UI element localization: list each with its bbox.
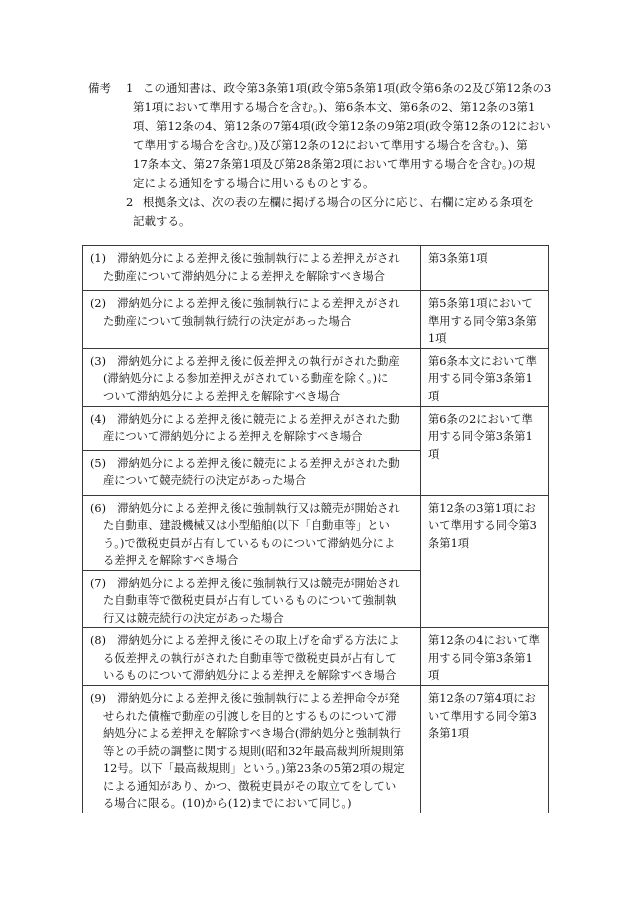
remarks-label: 備考: [88, 81, 111, 95]
remark-item-2: [126, 193, 550, 231]
article-cell: [421, 628, 549, 686]
case-cell: [83, 246, 421, 291]
remark-text: [133, 79, 550, 193]
remark-number: 2: [126, 195, 134, 209]
case-line: た自動車、建設機械又は小型船舶(以下「自動車等」とい: [103, 519, 390, 532]
article-line: 用する同令第3条第1: [428, 651, 533, 665]
case-line: (2) 滞納処分による差押え後に強制執行による差押えがされ: [90, 297, 400, 310]
article-line: 用する同令第3条第1: [428, 430, 533, 443]
article-line: 項: [428, 389, 440, 403]
article-cell: [421, 246, 549, 291]
case-cell: [83, 450, 421, 495]
case-line: 等との手続の調整に関する規則(昭和32年最高裁判所規則第: [103, 744, 405, 758]
provision-table: [82, 245, 549, 813]
case-line: た自動車等で徴税吏員が占有しているものについて強制執: [103, 594, 397, 607]
case-cell: [83, 686, 421, 813]
article-line: 第5条第1項において: [428, 297, 533, 310]
case-line: (7) 滞納処分による差押え後に強制執行又は競売が開始され: [90, 576, 400, 590]
case-cell: [83, 628, 421, 686]
case-line: 納処分による差押えを解除すべき場合(滞納処分と強制執行: [103, 727, 401, 740]
article-line: いて準用する同令第3: [428, 519, 537, 532]
case-line: (5) 滞納処分による差押え後に競売による差押えがされた動: [90, 456, 400, 470]
case-line: による通知があり、かつ、徴税吏員がその取立てをしてい: [103, 779, 397, 793]
case-cell: [83, 348, 421, 406]
article-line: 第3条第1項: [428, 252, 488, 265]
case-line: (4) 滞納処分による差押え後に競売による差押えがされた動: [90, 412, 400, 426]
case-line: せられた債権で動産の引渡しを目的とするものについて滞: [103, 709, 397, 723]
case-line: いるものについて滞納処分による差押えを解除すべき場合: [103, 669, 397, 682]
case-line: る仮差押えの執行がされた自動車等で徴税吏員が占有して: [103, 651, 397, 665]
table-row: [83, 495, 549, 570]
case-line: 行又は競売続行の決定があった場合: [103, 611, 284, 625]
case-cell: [83, 291, 421, 349]
case-line: (3) 滞納処分による差押え後に仮差押えの執行がされた動産: [90, 354, 400, 368]
case-line: (9) 滞納処分による差押え後に強制執行による差押命令が発: [90, 692, 400, 705]
remark-line: て準用する場合を含む。)及び第12条の12において準用する場合を含む。)、第: [133, 138, 528, 152]
remark-item-1: [126, 79, 550, 193]
article-line: 1項: [428, 332, 447, 345]
article-line: 準用する同令第3条第: [428, 314, 537, 328]
case-cell: [83, 570, 421, 628]
case-line: 産について競売続行の決定があった場合: [103, 474, 307, 487]
article-line: 条第1項: [428, 727, 470, 740]
article-cell: [421, 291, 549, 349]
case-cell: [83, 406, 421, 450]
article-cell: [421, 348, 549, 406]
article-line: 第6条の2において準: [428, 412, 533, 426]
article-line: 第6条本文において準: [428, 354, 537, 368]
remark-line: 定による通知をする場合に用いるものとする。: [133, 176, 375, 190]
remark-line: 17条本文、第27条第1項及び第28条第2項において準用する場合を含む。)の規: [133, 157, 536, 171]
article-line: 第12条の4において準: [428, 634, 540, 647]
case-line: ついて滞納処分による差押えを解除すべき場合: [103, 389, 341, 403]
remark-line: この通知書は、政令第3条第1項(政令第5条第1項(政令第6条の2及び第12条の3: [143, 81, 552, 95]
table-row: [83, 628, 549, 686]
remark-text: [133, 193, 550, 231]
remark-line: 第1項において準用する場合を含む。)、第6条本文、第6条の2、第12条の3第1: [133, 100, 536, 114]
article-cell: [421, 406, 549, 495]
remark-line: 記載する。: [133, 214, 191, 228]
remark-line: 項、第12条の4、第12条の7第4項(政令第12条の9第2項(政令第12条の12におい: [133, 119, 551, 133]
table-row: [83, 291, 549, 349]
case-line: る場合に限る。(10)から(12)までにおいて同じ。): [103, 797, 352, 810]
case-line: う。)で徴税吏員が占有しているものについて滞納処分によ: [103, 536, 396, 550]
article-line: 第12条の3第1項にお: [428, 501, 536, 515]
article-line: 第12条の7第4項にお: [428, 692, 536, 705]
case-line: (1) 滞納処分による差押え後に強制執行による差押えがされ: [90, 252, 400, 265]
case-line: 産について滞納処分による差押えを解除すべき場合: [103, 430, 363, 443]
table-row: [83, 348, 549, 406]
case-line: (6) 滞納処分による差押え後に強制執行又は競売が開始され: [90, 501, 400, 515]
article-cell: [421, 686, 549, 813]
case-line: る差押えを解除すべき場合: [103, 554, 239, 567]
case-line: た動産について強制執行続行の決定があった場合: [103, 314, 352, 328]
case-line: (滞納処分による参加差押えがされている動産を除く。)に: [103, 372, 389, 385]
remark-number: 1: [126, 81, 134, 95]
table-row: [83, 406, 549, 450]
case-line: た動産について滞納処分による差押えを解除すべき場合: [103, 269, 385, 283]
remark-line: 根拠条文は、次の表の左欄に掲げる場合の区分に応じ、右欄に定める条項を: [143, 195, 534, 209]
article-line: 項: [428, 447, 440, 461]
article-line: 条第1項: [428, 536, 470, 550]
provision-table-wrapper: [82, 245, 548, 813]
article-cell: [421, 495, 549, 628]
article-line: 項: [428, 669, 440, 682]
table-row: [83, 246, 549, 291]
case-cell: [83, 495, 421, 570]
article-line: 用する同令第3条第1: [428, 372, 533, 385]
article-line: いて準用する同令第3: [428, 709, 537, 723]
table-row: [83, 686, 549, 813]
case-line: (8) 滞納処分による差押え後にその取上げを命ずる方法によ: [90, 634, 400, 647]
case-line: 12号。以下「最高裁規則」という。)第23条の5第2項の規定: [103, 762, 405, 775]
